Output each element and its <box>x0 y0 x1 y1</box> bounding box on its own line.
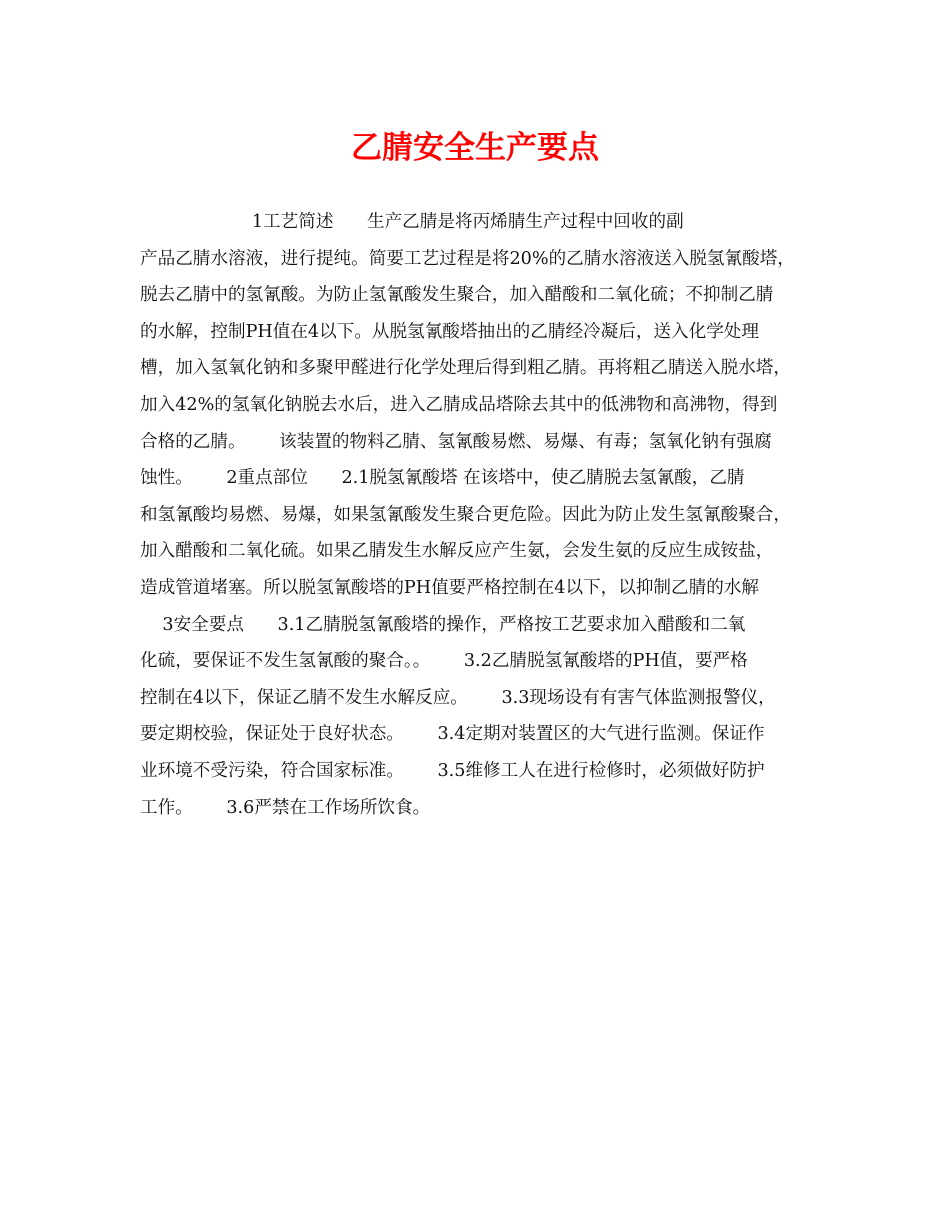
body-line: 和氢氰酸均易燃、易爆，如果氢氰酸发生聚合更危险。因此为防止发生氢氰酸聚合， <box>140 504 791 525</box>
body-line: 的水解，控制PH值在4以下。从脱氢氰酸塔抽出的乙腈经冷凝后，送入化学处理 <box>140 321 759 342</box>
body-line: 产品乙腈水溶液，进行提纯。简要工艺过程是将20%的乙腈水溶液送入脱氢氰酸塔， <box>140 248 795 269</box>
page-title: 乙腈安全生产要点 <box>351 130 599 166</box>
body-line: 蚀性。 2重点部位 2.1脱氢氰酸塔 在该塔中，使乙腈脱去氢氰酸，乙腈 <box>140 468 745 489</box>
body-line: 槽，加入氢氧化钠和多聚甲醛进行化学处理后得到粗乙腈。再将粗乙腈送入脱水塔， <box>140 358 791 379</box>
body-line: 业环境不受污染，符合国家标准。 3.5维修工人在进行检修时，必须做好防护 <box>140 760 765 781</box>
body-line: 1工艺简述 生产乙腈是将丙烯腈生产过程中回收的副 <box>140 212 684 232</box>
body-line: 3安全要点 3.1乙腈脱氢氰酸塔的操作，严格按工艺要求加入醋酸和二氧 <box>140 614 746 635</box>
body-line: 造成管道堵塞。所以脱氢氰酸塔的PH值要严格控制在4以下，以抑制乙腈的水解 <box>140 577 759 598</box>
body-line: 脱去乙腈中的氢氰酸。为防止氢氰酸发生聚合，加入醋酸和二氧化硫；不抑制乙腈 <box>140 285 774 306</box>
body-line: 化硫，要保证不发生氢氰酸的聚合。。 3.2乙腈脱氢氰酸塔的PH值，要严格 <box>140 651 748 672</box>
body-line: 控制在4以下，保证乙腈不发生水解反应。 3.3现场设有有害气体监测报警仪， <box>140 687 776 708</box>
body-text <box>140 204 830 826</box>
body-line: 工作。 3.6严禁在工作场所饮食。 <box>140 797 431 818</box>
body-line: 要定期校验，保证处于良好状态。 3.4定期对装置区的大气进行监测。保证作 <box>140 724 765 745</box>
body-line: 加入42%的氢氧化钠脱去水后，进入乙腈成品塔除去其中的低沸物和高沸物，得到 <box>140 394 778 415</box>
body-line: 加入醋酸和二氧化硫。如果乙腈发生水解反应产生氨，会发生氨的反应生成铵盐， <box>140 541 774 562</box>
body-line: 合格的乙腈。 该装置的物料乙腈、氢氰酸易燃、易爆、有毒；氢氧化钠有强腐 <box>140 431 772 452</box>
